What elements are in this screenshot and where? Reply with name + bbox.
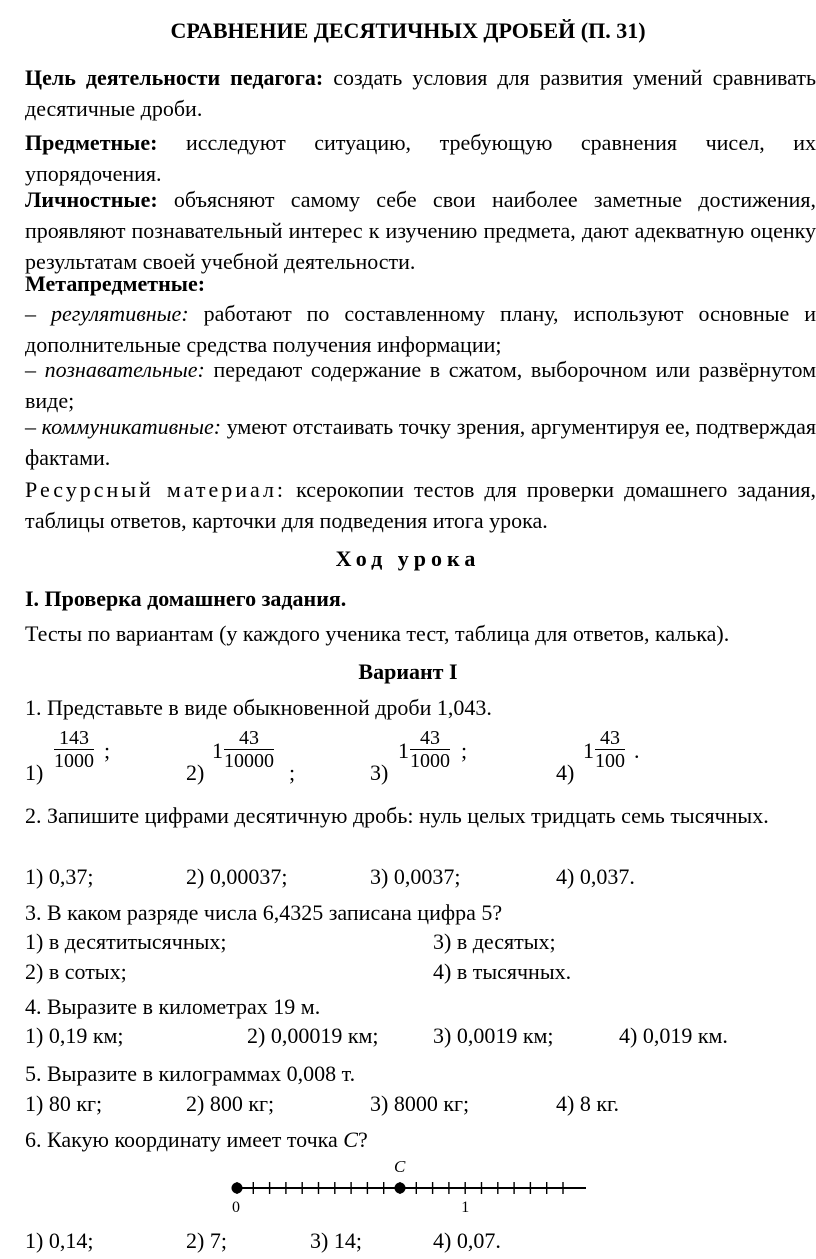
q1-a4-denominator: 100 — [595, 750, 625, 772]
number-line — [220, 1150, 600, 1220]
q1-a1-label: 1) — [25, 760, 44, 785]
resources-label: Ресурсный материал: — [25, 477, 287, 502]
q1-a4-label: 4) — [556, 760, 575, 785]
q1-a1-end: ; — [104, 738, 111, 763]
q1-a3-denominator: 1000 — [410, 750, 450, 772]
q4-answer-4: 4) 0,019 км. — [619, 1023, 728, 1048]
meta-label: Метапредметные: — [25, 271, 206, 296]
q2-answers — [0, 861, 816, 892]
q3-text: 3. В каком разряде числа 6,4325 записана цифра 5? — [25, 900, 503, 925]
q1-a1-fraction — [54, 727, 94, 772]
personal-text: объясняют самому себе свои наиболее заметные достижения, проявляют познавательный интерес к изучению предмета, дают адекватную оценку результатам своей учебной деятельности. — [25, 187, 816, 274]
q6-point-name: C — [343, 1127, 358, 1152]
variant-heading: Вариант I — [358, 659, 458, 684]
q5-answer-4: 4) 8 кг. — [556, 1091, 620, 1116]
q3-answer-1: 1) в десятитысячных; — [25, 929, 227, 954]
subject-label: Предметные: — [25, 130, 158, 155]
q5-block — [0, 1058, 816, 1089]
resources-text: ксерокопии тестов для проверки домашнего задания, таблицы ответов, карточки для подведения итога урока. — [25, 477, 816, 533]
q5-answer-2: 2) 800 кг; — [186, 1091, 275, 1116]
q1-a1-denominator: 1000 — [54, 750, 94, 772]
goal-label: Цель деятельности педагога: — [25, 65, 324, 90]
subject-paragraph — [0, 127, 816, 189]
q3-answer-3: 3) в десятых; — [433, 929, 556, 954]
regulative-text: работают по составленному плану, используют основные и дополнительные средства получения информации; — [25, 301, 816, 357]
q1-a3-whole: 1 — [398, 738, 409, 763]
q1-text: 1. Представьте в виде обыкновенной дроби 1,043. — [25, 695, 492, 720]
q6-answer-1: 1) 0,14; — [25, 1228, 94, 1253]
q1-a2-end: ; — [289, 760, 296, 785]
regulative-label: регулятивные: — [50, 301, 189, 326]
q1-a4-whole: 1 — [583, 738, 594, 763]
meta-regulative — [0, 298, 816, 360]
q2-text: 2. Запишите цифрами десятичную дробь: нуль целых тридцать семь тысячных. — [25, 803, 769, 828]
q4-answer-2: 2) 0,00019 км; — [247, 1023, 379, 1048]
q1-a4-end: . — [634, 738, 640, 763]
section1-heading: I. Проверка домашнего задания. — [25, 586, 347, 611]
q5-answer-1: 1) 80 кг; — [25, 1091, 103, 1116]
cognitive-label: познавательные: — [44, 357, 205, 382]
q1-a1-numerator: 143 — [54, 727, 94, 750]
origin-point — [232, 1183, 243, 1194]
section1-text: Тесты по вариантам (у каждого ученика тест, таблица для ответов, калька). — [25, 621, 730, 646]
zero-label: 0 — [232, 1199, 240, 1216]
q3-block — [0, 897, 816, 928]
communicative-label: коммуникативные: — [41, 414, 222, 439]
q1-a3-label: 3) — [370, 760, 389, 785]
q1-a3-end: ; — [461, 738, 468, 763]
goal-text: создать условия для развития умений сравнивать десятичные дроби. — [25, 65, 816, 121]
q6-answer-3: 3) 14; — [310, 1228, 362, 1253]
subject-text: исследуют ситуацию, требующую сравнения чисел, их упорядочения. — [25, 130, 816, 186]
q2-answer-3: 3) 0,0037; — [370, 864, 461, 889]
q5-text: 5. Выразите в килограммах 0,008 т. — [25, 1061, 356, 1086]
point-c-label: C — [394, 1157, 406, 1176]
cognitive-dash: – — [25, 357, 45, 382]
personal-paragraph — [0, 184, 816, 277]
q5-answers — [0, 1088, 816, 1119]
q4-answer-3: 3) 0,0019 км; — [433, 1023, 554, 1048]
q5-answer-3: 3) 8000 кг; — [370, 1091, 470, 1116]
q4-answer-1: 1) 0,19 км; — [25, 1023, 124, 1048]
q6-answer-2: 2) 7; — [186, 1228, 227, 1253]
q3-answer-2: 2) в сотых; — [25, 959, 127, 984]
q1-a4-numerator: 43 — [595, 727, 625, 750]
point-c-marker — [395, 1183, 406, 1194]
q3-answers-row2 — [0, 956, 816, 987]
q2-answer-1: 1) 0,37; — [25, 864, 94, 889]
q1-a2-whole: 1 — [212, 738, 223, 763]
q4-block — [0, 991, 816, 1022]
q2-answer-4: 4) 0,037. — [556, 864, 635, 889]
meta-communicative — [0, 411, 816, 473]
lesson-heading-block — [0, 543, 816, 574]
q1-a2-fraction — [224, 727, 274, 772]
section1-heading-block — [0, 583, 816, 614]
communicative-text: умеют отстаивать точку зрения, аргументируя ее, подтверждая фактами. — [25, 414, 816, 470]
q1-a2-label: 2) — [186, 760, 205, 785]
q2-block — [0, 800, 816, 831]
q3-answers-row1 — [0, 926, 816, 957]
q2-answer-2: 2) 0,00037; — [186, 864, 288, 889]
q6-answer-4: 4) 0,07. — [433, 1228, 501, 1253]
q1-a3-numerator: 43 — [410, 727, 450, 750]
lesson-heading: Ход урока — [335, 546, 481, 571]
q6-text-after: ? — [357, 1127, 368, 1152]
q6-answers — [0, 1225, 816, 1256]
one-label: 1 — [461, 1199, 470, 1216]
personal-label: Личностные: — [25, 187, 158, 212]
variant-heading-block — [0, 656, 816, 687]
q1-block — [0, 692, 816, 723]
q1-a4-fraction — [595, 727, 625, 772]
communicative-dash: – — [25, 414, 42, 439]
goal-paragraph — [0, 62, 816, 124]
page-title: СРАВНЕНИЕ ДЕСЯТИЧНЫХ ДРОБЕЙ (П. 31) — [170, 18, 646, 43]
q3-answer-4: 4) в тысячных. — [433, 959, 572, 984]
cognitive-text: передают содержание в сжатом, выборочном или развёрнутом виде; — [25, 357, 816, 413]
q4-text: 4. Выразите в километрах 19 м. — [25, 994, 321, 1019]
q4-answers — [0, 1020, 816, 1051]
meta-heading-block — [0, 268, 816, 299]
q1-a2-numerator: 43 — [224, 727, 274, 750]
q1-a2-denominator: 10000 — [224, 750, 274, 772]
regulative-dash: – — [25, 301, 51, 326]
resources-paragraph — [0, 474, 816, 536]
section1-text-block — [0, 618, 816, 649]
q1-a3-fraction — [410, 727, 450, 772]
q6-text-before: 6. Какую координату имеет точка — [25, 1127, 344, 1152]
meta-cognitive — [0, 354, 816, 416]
